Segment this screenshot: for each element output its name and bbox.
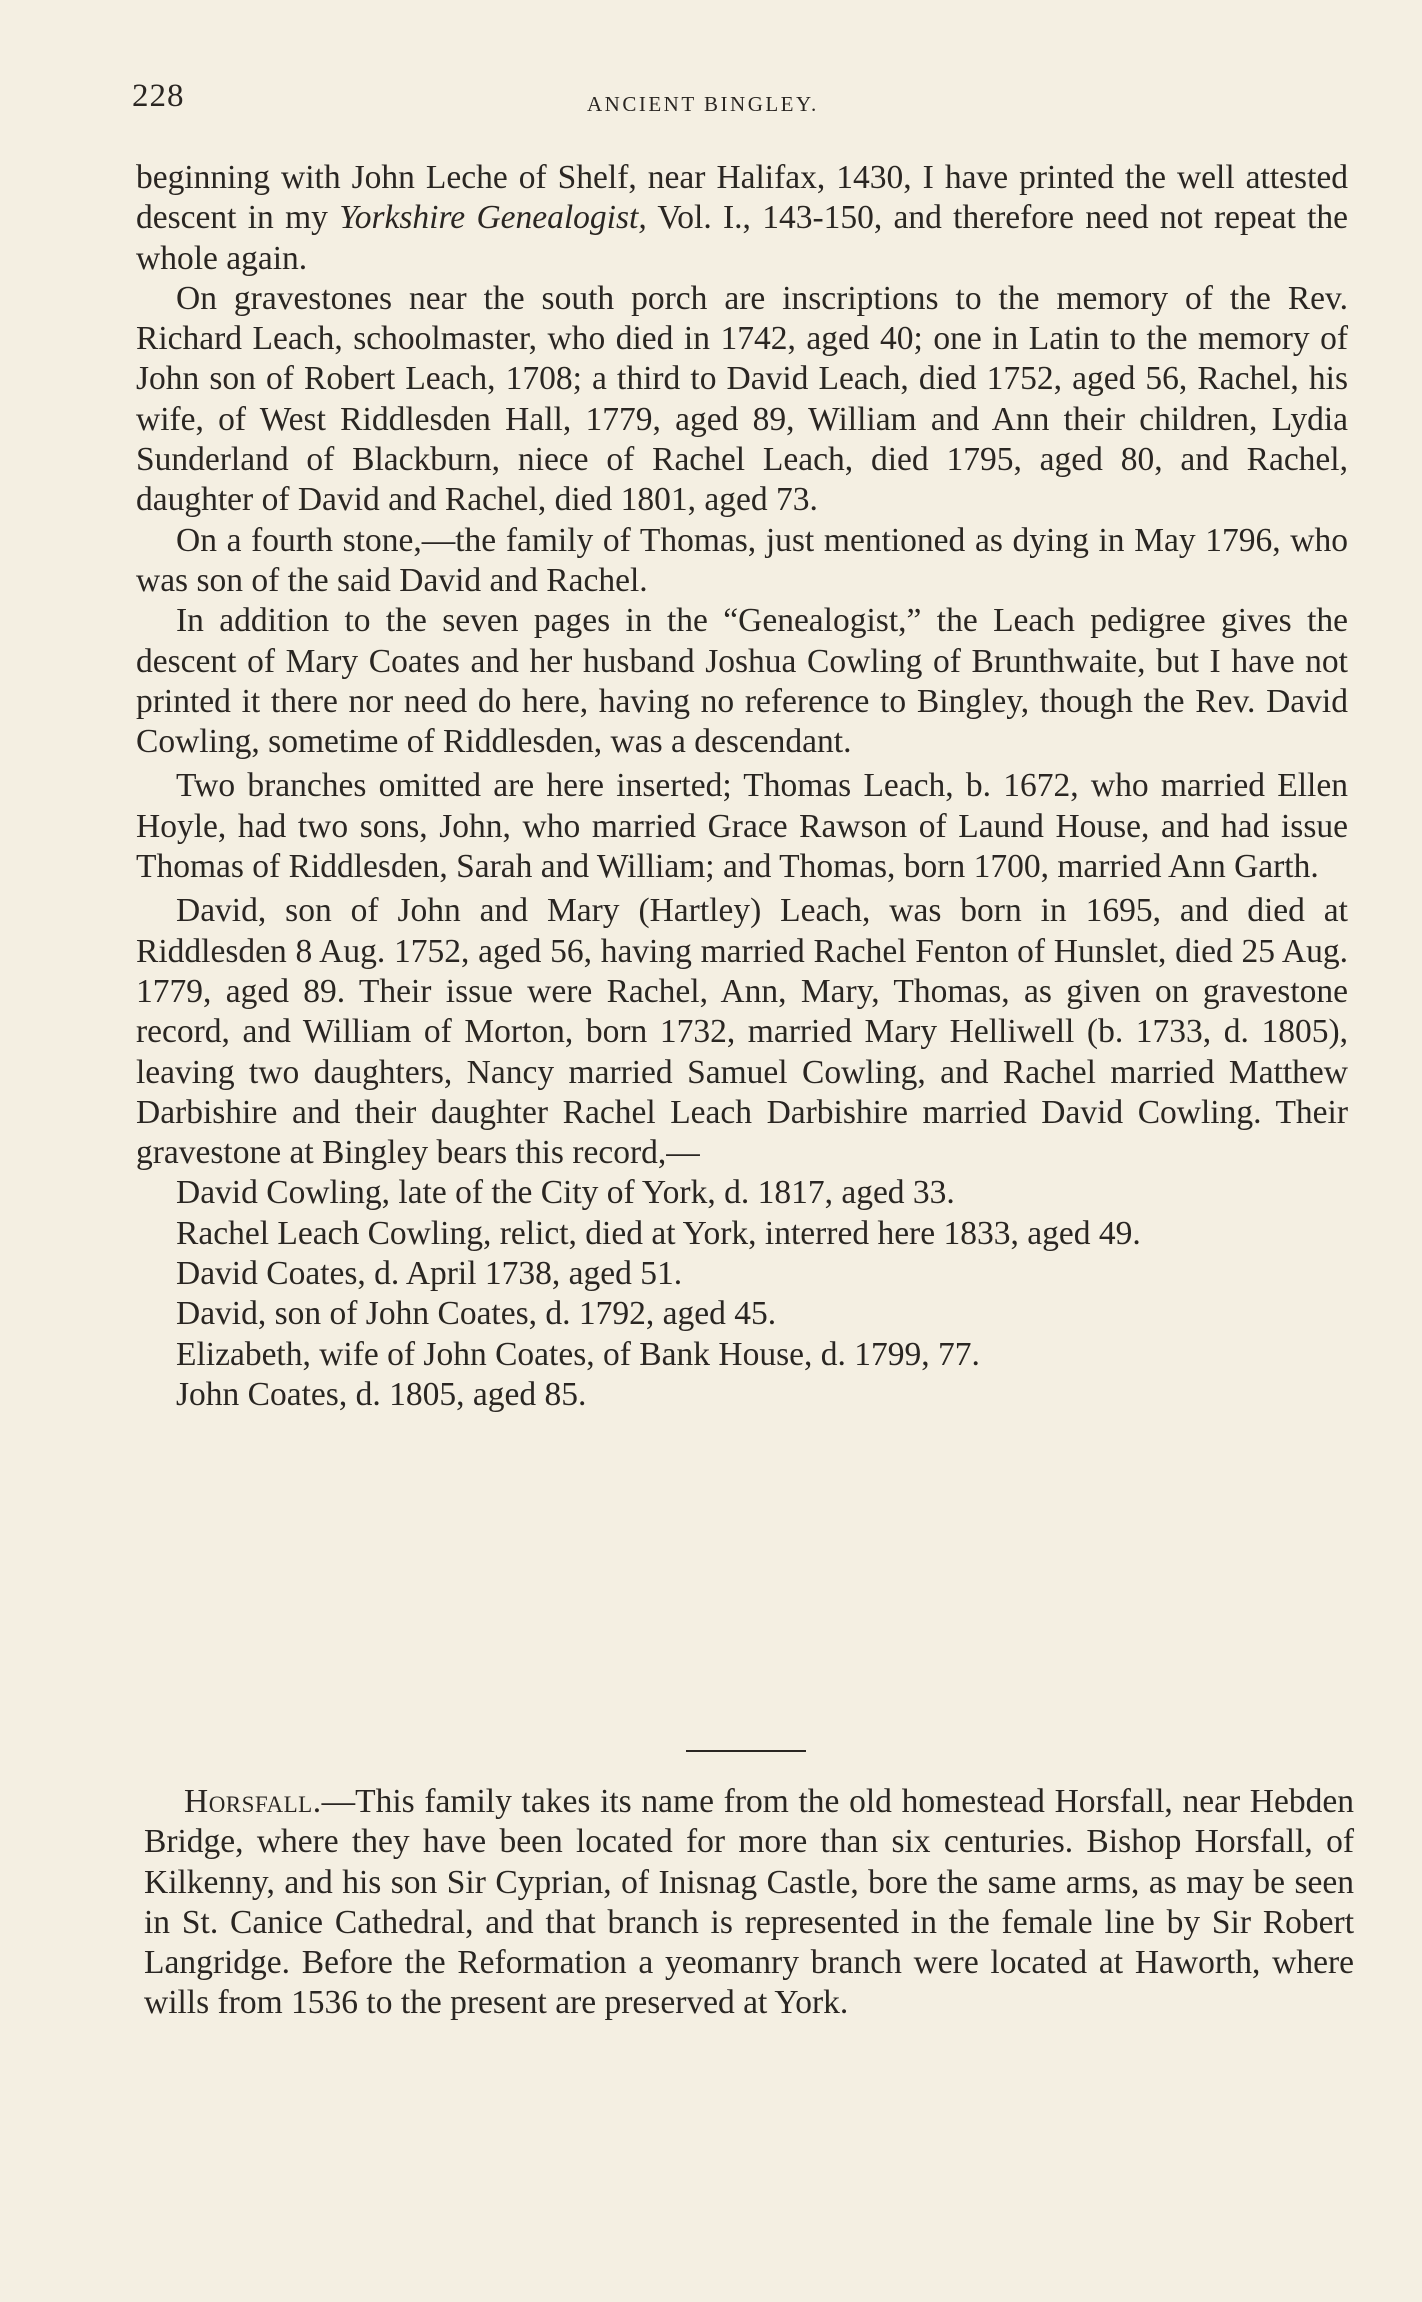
horsfall-section <box>144 1782 1354 2024</box>
yorkshire-genealogist-title: Yorkshire Genealogist, <box>339 199 647 237</box>
paragraph-descent-text-2: Vol. I., 143-150, and therefore need not repeat the whole again. <box>136 199 1348 277</box>
section-divider <box>686 1750 806 1752</box>
paragraph-descent-text-1: beginning with John Leche of Shelf, near Halifax, 1430, I have printed the well attested descent in my <box>136 159 1348 237</box>
horsfall-text: —This family takes its name from the old homestead Horsfall, near Hebden Bridge, where they have been located for more than six centuries. Bishop Horsfall, of Kilkenny, and his son Sir Cyprian, of Inisnag Castle, bore the same arms, as may be seen in St. Canice Cathedral, and that branch is represented in the female line by Sir Robert Langridge. Before the Reformation a yeomanry branch were located at Haworth, where wills from 1536 to the present are preserved at York. <box>144 1783 1354 2022</box>
gravestone-record: Rachel Leach Cowling, relict, died at York, interred here 1833, aged 49. <box>176 1214 1141 1252</box>
paragraph-gravestones: On gravestones near the south porch are inscriptions to the memory of the Rev. Richard Leach, schoolmaster, who died in 1742, aged 40; one in Latin to the memory of John son of Robert Leach, 1708; a third to David Leach, died 1752, aged 56, Rachel, his wife, of West Riddlesden Hall, 1779, aged 89, William and Ann their children, Lydia Sunderland of Blackburn, niece of Rachel Leach, died 1795, aged 80, and Rachel, daughter of David and Rachel, died 1801, aged 73. <box>136 279 1348 519</box>
gravestone-record: David Coates, d. April 1738, aged 51. <box>176 1255 683 1293</box>
paragraph-genealogist: In addition to the seven pages in the “Genealogist,” the Leach pedigree gives the descent of Mary Coates and her husband Joshua Cowling of Brunthwaite, but I have not printed it there nor need do here, having no reference to Bingley, though the Rev. David Cowling, sometime of Riddlesden, was a descendant. <box>136 602 1348 761</box>
horsfall-heading: Horsfall. <box>184 1783 322 1820</box>
gravestone-record: David Cowling, late of the City of York, d. 1817, aged 33. <box>176 1174 955 1212</box>
paragraph-branches: Two branches omitted are here inserted; Thomas Leach, b. 1672, who married Ellen Hoyle, had two sons, John, who married Grace Rawson of Laund House, and had issue Thomas of Riddlesden, Sarah and William; and Thomas, born 1700, married Ann Garth. <box>136 767 1348 886</box>
running-head <box>132 78 1352 118</box>
gravestone-record: John Coates, d. 1805, aged 85. <box>176 1375 587 1413</box>
running-title: ANCIENT BINGLEY. <box>587 92 819 116</box>
gravestone-record: David, son of John Coates, d. 1792, aged 45. <box>176 1295 777 1333</box>
paragraph-fourth-stone: On a fourth stone,—the family of Thomas, just mentioned as dying in May 1796, who was son of the said David and Rachel. <box>136 521 1348 599</box>
paragraph-horsfall <box>144 1782 1354 2024</box>
gravestone-record: Elizabeth, wife of John Coates, of Bank House, d. 1799, 77. <box>176 1335 980 1373</box>
main-text <box>136 158 1348 1415</box>
paragraph-descent <box>136 158 1348 279</box>
paragraph-david: David, son of John and Mary (Hartley) Leach, was born in 1695, and died at Riddlesden 8 Aug. 1752, aged 56, having married Rachel Fenton of Hunslet, died 25 Aug. 1779, aged 89. Their issue were Rachel, Ann, Mary, Thomas, as given on gravestone record, and William of Morton, born 1732, married Mary Helliwell (b. 1733, d. 1805), leaving two daughters, Nancy married Samuel Cowling, and Rachel married Matthew Darbishire and their daughter Rachel Leach Darbishire married David Cowling. Their gravestone at Bingley bears this record,— <box>136 892 1348 1172</box>
page-number: 228 <box>132 78 185 114</box>
